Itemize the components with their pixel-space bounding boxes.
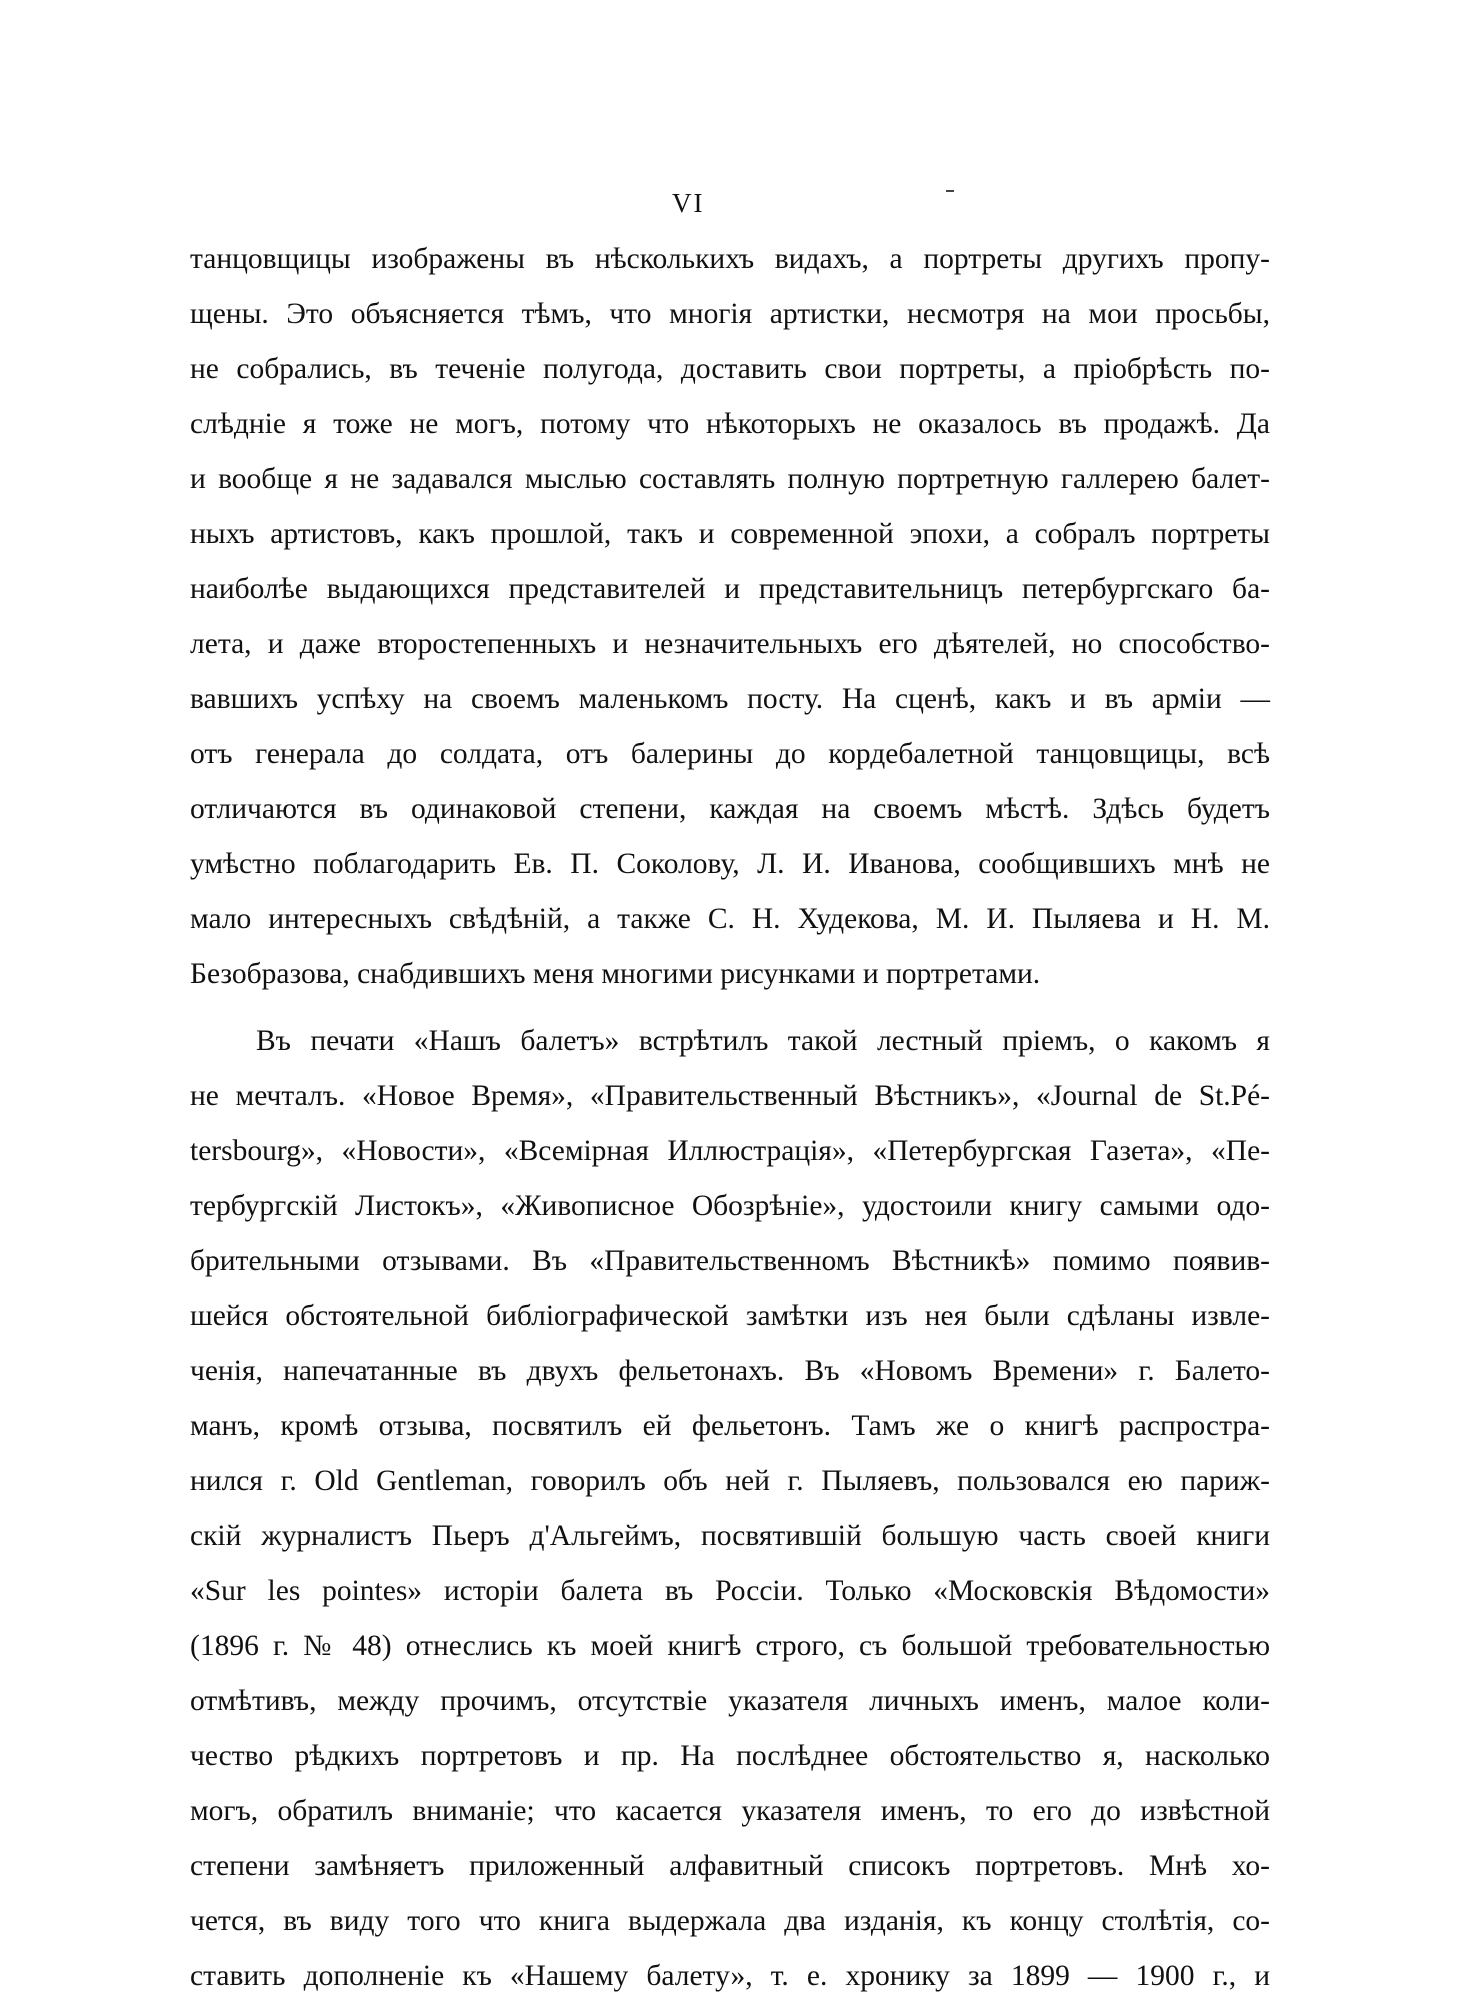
text-line: скій журналистъ Пьеръ д'Альгеймъ, посвятившій большую часть своей книги (190, 1520, 1270, 1552)
text-line: могъ, обратилъ вниманіе; что касается указателя именъ, то его до извѣстной (190, 1795, 1270, 1827)
text-line: (1896 г. № 48) отнеслись къ моей книгѣ строго, съ большой требовательностью (190, 1630, 1270, 1662)
paragraph-gap (190, 1002, 1270, 1014)
text-line: не собрались, въ теченіе полугода, доставить свои портреты, а пріобрѣсть по- (190, 353, 1270, 385)
text-line: «Sur les pointes» исторіи балета въ Россіи. Только «Московскія Вѣдомости» (190, 1575, 1270, 1607)
text-line: нился г. Old Gentleman, говорилъ объ ней г. Пыляевъ, пользовался ею париж- (190, 1465, 1270, 1497)
text-line: отличаются въ одинаковой степени, каждая на своемъ мѣстѣ. Здѣсь будетъ (190, 793, 1270, 825)
text-line: Въ печати «Нашъ балетъ» встрѣтилъ такой лестный пріемъ, о какомъ я (256, 1025, 1270, 1057)
text-line: наиболѣе выдающихся представителей и представительницъ петербургскаго ба- (190, 573, 1270, 605)
text-line: чество рѣдкихъ портретовъ и пр. На послѣднее обстоятельство я, насколько (190, 1740, 1270, 1772)
text-line: степени замѣняетъ приложенный алфавитный списокъ портретовъ. Мнѣ хо- (190, 1850, 1270, 1882)
text-line: не мечталъ. «Новое Время», «Правительственный Вѣстникъ», «Journal de St.Pé- (190, 1080, 1270, 1112)
text-line: умѣстно поблагодарить Ев. П. Соколову, Л. И. Иванова, сообщившихъ мнѣ не (190, 848, 1270, 880)
text-line: чется, въ виду того что книга выдержала два изданія, къ концу столѣтія, со- (190, 1905, 1270, 1937)
text-line: тербургскій Листокъ», «Живописное Обозрѣніе», удостоили книгу самыми одо- (190, 1190, 1270, 1222)
text-line: шейся обстоятельной библіографической замѣтки изъ нея были сдѣланы извле- (190, 1300, 1270, 1332)
text-line: ченія, напечатанные въ двухъ фельетонахъ. Въ «Новомъ Времени» г. Балето- (190, 1355, 1270, 1387)
text-line: отмѣтивъ, между прочимъ, отсутствіе указателя личныхъ именъ, малое коли- (190, 1685, 1270, 1717)
body-text (190, 232, 1270, 2004)
text-line: и вообще я не задавался мыслью составлять полную портретную галлерею балет- (190, 463, 1270, 495)
text-line: ставить дополненіе къ «Нашему балету», т. е. хронику за 1899 — 1900 г., и (190, 1960, 1270, 1992)
paragraph-2 (190, 1014, 1270, 2004)
text-line: щены. Это объясняется тѣмъ, что многія артистки, несмотря на мои просьбы, (190, 298, 1270, 330)
paragraph-1 (190, 232, 1270, 1002)
print-speck (946, 190, 954, 192)
text-line: отъ генерала до солдата, отъ балерины до кордебалетной танцовщицы, всѣ (190, 738, 1270, 770)
text-line: tersbourg», «Новости», «Всемірная Иллюстрація», «Петербургская Газета», «Пе- (190, 1135, 1270, 1167)
text-line: вавшихъ успѣху на своемъ маленькомъ посту. На сценѣ, какъ и въ арміи — (190, 683, 1270, 715)
text-line: манъ, кромѣ отзыва, посвятилъ ей фельетонъ. Тамъ же о книгѣ распростра- (190, 1410, 1270, 1442)
page-number: VI (672, 188, 705, 218)
text-line: лета, и даже второстепенныхъ и незначительныхъ его дѣятелей, но способство- (190, 628, 1270, 660)
text-line: ныхъ артистовъ, какъ прошлой, такъ и современной эпохи, а собралъ портреты (190, 518, 1270, 550)
text-line: брительными отзывами. Въ «Правительственномъ Вѣстникѣ» помимо появив- (190, 1245, 1270, 1277)
text-line: мало интересныхъ свѣдѣній, а также С. Н. Худекова, М. И. Пыляева и Н. М. (190, 903, 1270, 935)
text-line: Безобразова, снабдившихъ меня многими рисунками и портретами. (190, 958, 1041, 990)
text-line: танцовщицы изображены въ нѣсколькихъ видахъ, а портреты другихъ пропу- (190, 243, 1270, 275)
text-line: слѣдніе я тоже не могъ, потому что нѣкоторыхъ не оказалось въ продажѣ. Да (190, 408, 1270, 440)
